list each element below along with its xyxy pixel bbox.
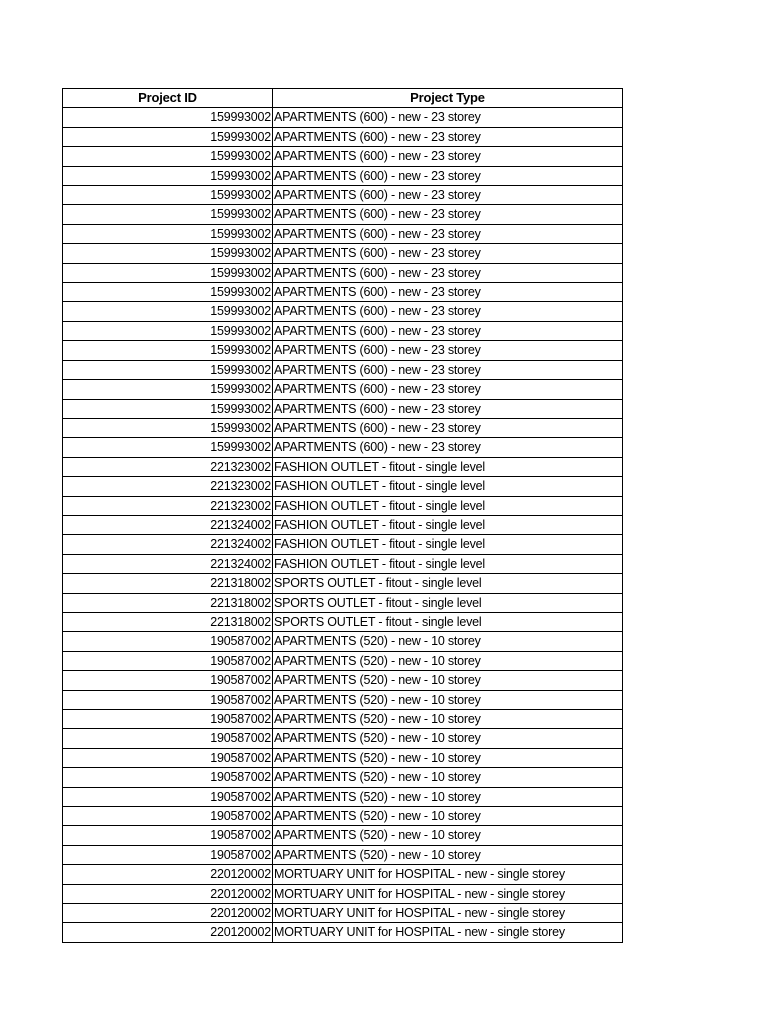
project-id-cell: 159993002 [63, 166, 273, 185]
project-type-cell: SPORTS OUTLET - fitout - single level [273, 612, 623, 631]
project-type-cell: APARTMENTS (600) - new - 23 storey [273, 263, 623, 282]
project-type-cell: APARTMENTS (600) - new - 23 storey [273, 438, 623, 457]
project-id-cell: 220120002 [63, 923, 273, 942]
project-id-cell: 190587002 [63, 845, 273, 864]
table-row [63, 787, 623, 806]
project-type-cell: APARTMENTS (600) - new - 23 storey [273, 244, 623, 263]
column-header-project-id: Project ID [63, 89, 273, 108]
table-row [63, 457, 623, 476]
project-type-cell: APARTMENTS (520) - new - 10 storey [273, 729, 623, 748]
project-id-cell: 221323002 [63, 477, 273, 496]
project-id-cell: 159993002 [63, 147, 273, 166]
project-type-cell: APARTMENTS (600) - new - 23 storey [273, 360, 623, 379]
project-type-cell: FASHION OUTLET - fitout - single level [273, 496, 623, 515]
project-type-cell: APARTMENTS (520) - new - 10 storey [273, 651, 623, 670]
project-id-cell: 159993002 [63, 380, 273, 399]
table-row [63, 515, 623, 534]
project-id-cell: 159993002 [63, 244, 273, 263]
header-row [63, 89, 623, 108]
table-row [63, 127, 623, 146]
table-row [63, 263, 623, 282]
project-id-cell: 190587002 [63, 651, 273, 670]
project-type-cell: APARTMENTS (600) - new - 23 storey [273, 302, 623, 321]
table-row [63, 302, 623, 321]
project-type-cell: APARTMENTS (600) - new - 23 storey [273, 341, 623, 360]
table-row [63, 438, 623, 457]
project-id-cell: 190587002 [63, 690, 273, 709]
table-row [63, 380, 623, 399]
project-type-cell: SPORTS OUTLET - fitout - single level [273, 593, 623, 612]
table-row [63, 671, 623, 690]
project-type-cell: APARTMENTS (600) - new - 23 storey [273, 224, 623, 243]
table-row [63, 244, 623, 263]
project-id-cell: 190587002 [63, 768, 273, 787]
project-type-cell: FASHION OUTLET - fitout - single level [273, 554, 623, 573]
table-row [63, 147, 623, 166]
project-type-cell: MORTUARY UNIT for HOSPITAL - new - single storey [273, 884, 623, 903]
project-type-cell: APARTMENTS (600) - new - 23 storey [273, 205, 623, 224]
table-row [63, 418, 623, 437]
table-row [63, 224, 623, 243]
table-row [63, 108, 623, 127]
project-id-cell: 159993002 [63, 186, 273, 205]
table-row [63, 865, 623, 884]
table-row [63, 554, 623, 573]
project-id-cell: 190587002 [63, 826, 273, 845]
project-id-cell: 159993002 [63, 399, 273, 418]
project-id-cell: 159993002 [63, 418, 273, 437]
project-type-cell: APARTMENTS (600) - new - 23 storey [273, 108, 623, 127]
project-type-cell: APARTMENTS (520) - new - 10 storey [273, 710, 623, 729]
project-type-cell: FASHION OUTLET - fitout - single level [273, 477, 623, 496]
table-row [63, 612, 623, 631]
project-type-cell: FASHION OUTLET - fitout - single level [273, 535, 623, 554]
table-row [63, 535, 623, 554]
table-row [63, 166, 623, 185]
project-id-cell: 159993002 [63, 341, 273, 360]
project-id-cell: 221324002 [63, 515, 273, 534]
table-row [63, 360, 623, 379]
project-type-cell: APARTMENTS (520) - new - 10 storey [273, 807, 623, 826]
project-type-cell: MORTUARY UNIT for HOSPITAL - new - single storey [273, 865, 623, 884]
table-row [63, 845, 623, 864]
project-type-cell: APARTMENTS (520) - new - 10 storey [273, 826, 623, 845]
project-type-cell: APARTMENTS (520) - new - 10 storey [273, 768, 623, 787]
project-id-cell: 190587002 [63, 787, 273, 806]
project-type-cell: APARTMENTS (600) - new - 23 storey [273, 283, 623, 302]
project-id-cell: 190587002 [63, 710, 273, 729]
table-row [63, 574, 623, 593]
project-id-cell: 190587002 [63, 632, 273, 651]
project-id-cell: 159993002 [63, 438, 273, 457]
table-row [63, 341, 623, 360]
project-id-cell: 221318002 [63, 574, 273, 593]
project-id-cell: 190587002 [63, 671, 273, 690]
project-type-cell: APARTMENTS (520) - new - 10 storey [273, 787, 623, 806]
project-type-cell: APARTMENTS (520) - new - 10 storey [273, 632, 623, 651]
project-id-cell: 159993002 [63, 205, 273, 224]
project-id-cell: 221323002 [63, 496, 273, 515]
project-id-cell: 221324002 [63, 535, 273, 554]
project-type-cell: APARTMENTS (600) - new - 23 storey [273, 380, 623, 399]
project-table [62, 88, 623, 943]
table-row [63, 477, 623, 496]
table-row [63, 186, 623, 205]
project-id-cell: 159993002 [63, 360, 273, 379]
project-id-cell: 221323002 [63, 457, 273, 476]
project-id-cell: 159993002 [63, 283, 273, 302]
table-row [63, 768, 623, 787]
table-row [63, 651, 623, 670]
table-row [63, 593, 623, 612]
project-id-cell: 159993002 [63, 302, 273, 321]
table-row [63, 807, 623, 826]
table-row [63, 321, 623, 340]
table-row [63, 729, 623, 748]
project-type-cell: MORTUARY UNIT for HOSPITAL - new - single storey [273, 904, 623, 923]
table-row [63, 632, 623, 651]
table-row [63, 283, 623, 302]
project-type-cell: APARTMENTS (600) - new - 23 storey [273, 399, 623, 418]
project-type-cell: MORTUARY UNIT for HOSPITAL - new - single storey [273, 923, 623, 942]
project-id-cell: 159993002 [63, 263, 273, 282]
project-id-cell: 221318002 [63, 593, 273, 612]
column-header-project-type: Project Type [273, 89, 623, 108]
project-type-cell: APARTMENTS (600) - new - 23 storey [273, 147, 623, 166]
table-row [63, 748, 623, 767]
table-row [63, 923, 623, 942]
project-id-cell: 190587002 [63, 748, 273, 767]
project-id-cell: 221324002 [63, 554, 273, 573]
project-id-cell: 190587002 [63, 729, 273, 748]
table-row [63, 690, 623, 709]
table-row [63, 904, 623, 923]
project-id-cell: 159993002 [63, 321, 273, 340]
project-type-cell: APARTMENTS (520) - new - 10 storey [273, 845, 623, 864]
project-id-cell: 221318002 [63, 612, 273, 631]
project-type-cell: APARTMENTS (600) - new - 23 storey [273, 418, 623, 437]
project-type-cell: APARTMENTS (520) - new - 10 storey [273, 748, 623, 767]
project-type-cell: APARTMENTS (600) - new - 23 storey [273, 127, 623, 146]
project-id-cell: 190587002 [63, 807, 273, 826]
project-type-cell: APARTMENTS (600) - new - 23 storey [273, 321, 623, 340]
project-type-cell: SPORTS OUTLET - fitout - single level [273, 574, 623, 593]
project-type-cell: APARTMENTS (520) - new - 10 storey [273, 690, 623, 709]
project-type-cell: APARTMENTS (520) - new - 10 storey [273, 671, 623, 690]
project-type-cell: APARTMENTS (600) - new - 23 storey [273, 186, 623, 205]
project-id-cell: 220120002 [63, 884, 273, 903]
table-row [63, 399, 623, 418]
project-id-cell: 220120002 [63, 904, 273, 923]
table-row [63, 826, 623, 845]
table-row [63, 496, 623, 515]
project-id-cell: 220120002 [63, 865, 273, 884]
table-row [63, 884, 623, 903]
table-row [63, 205, 623, 224]
project-type-cell: APARTMENTS (600) - new - 23 storey [273, 166, 623, 185]
project-type-cell: FASHION OUTLET - fitout - single level [273, 515, 623, 534]
project-id-cell: 159993002 [63, 224, 273, 243]
project-type-cell: FASHION OUTLET - fitout - single level [273, 457, 623, 476]
table-row [63, 710, 623, 729]
project-id-cell: 159993002 [63, 127, 273, 146]
project-id-cell: 159993002 [63, 108, 273, 127]
table-body [63, 108, 623, 942]
